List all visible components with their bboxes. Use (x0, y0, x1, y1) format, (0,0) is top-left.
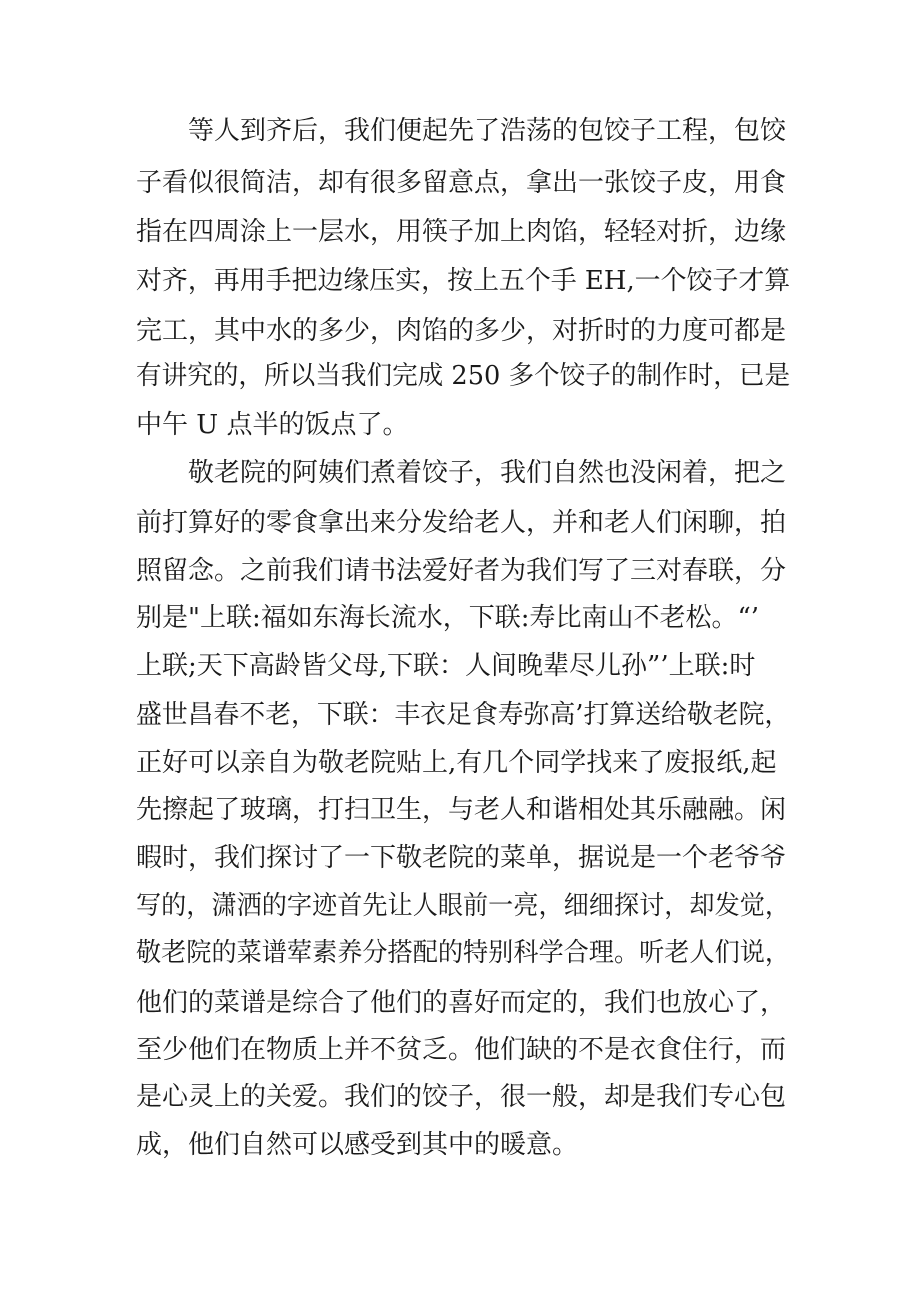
paragraph-2-line-4: 别是"上联:福如东海长流水，下联:寿比南山不老松。“’ (136, 603, 760, 633)
paragraph-1-line-4: 对齐，再用手把边缘压实，按上五个手 EH,一个饺子才算 (136, 266, 791, 296)
paragraph-2-line-2: 前打算好的零食拿出来分发给老人，并和老人们闲聊，拍 (136, 508, 787, 538)
paragraph-1-line-3: 指在四周涂上一层水，用筷子加上肉馅，轻轻对折，边缘 (136, 217, 787, 247)
paragraph-2-line-11: 敬老院的菜谱荤素养分搭配的特别科学合理。听老人们说， (136, 938, 791, 968)
paragraph-1-line-5: 完工，其中水的多少，肉馅的多少，对折时的力度可都是 (136, 316, 787, 346)
paragraph-2-line-12: 他们的菜谱是综合了他们的喜好而定的，我们也放心了， (136, 988, 787, 1018)
paragraph-2-line-14: 是心灵上的关爱。我们的饺子，很一般，却是我们专心包 (136, 1082, 787, 1112)
paragraph-2-line-13: 至少他们在物质上并不贫乏。他们缺的不是衣食住行，而 (136, 1035, 787, 1065)
paragraph-2-line-3: 照留念。之前我们请书法爱好者为我们写了三对春联，分 (136, 556, 787, 586)
paragraph-1-line-2: 子看似很简洁，却有很多留意点，拿出一张饺子皮，用食 (136, 168, 787, 198)
paragraph-2-line-9: 暇时，我们探讨了一下敬老院的菜单，据说是一个老爷爷 (136, 843, 787, 873)
paragraph-2-line-1: 敬老院的阿姨们煮着饺子，我们自然也没闲着，把之 (188, 458, 787, 488)
paragraph-2-line-8: 先擦起了玻璃，打扫卫生，与老人和谐相处其乐融融。闲 (136, 795, 787, 825)
paragraph-1-line-7: 中午 U 点半的饭点了。 (136, 410, 409, 440)
paragraph-2-line-6: 盛世昌春不老，下联：丰衣足食寿弥高’打算送给敬老院， (136, 700, 791, 730)
paragraph-2-line-10: 写的，潇洒的字迹首先让人眼前一亮，细细探讨，却发觉， (136, 891, 791, 921)
paragraph-2-line-5: 上联;天下高龄皆父母,下联：人间晚辈尽儿孙”’上联:时 (136, 651, 756, 681)
paragraph-1-line-6: 有讲究的，所以当我们完成 250 多个饺子的制作时，已是 (136, 361, 791, 391)
paragraph-2-line-15: 成，他们自然可以感受到其中的暖意。 (136, 1130, 579, 1160)
paragraph-1-line-1: 等人到齐后，我们便起先了浩荡的包饺子工程，包饺 (188, 116, 787, 146)
paragraph-2-line-7: 正好可以亲自为敬老院贴上,有几个同学找来了废报纸,起 (136, 748, 777, 778)
